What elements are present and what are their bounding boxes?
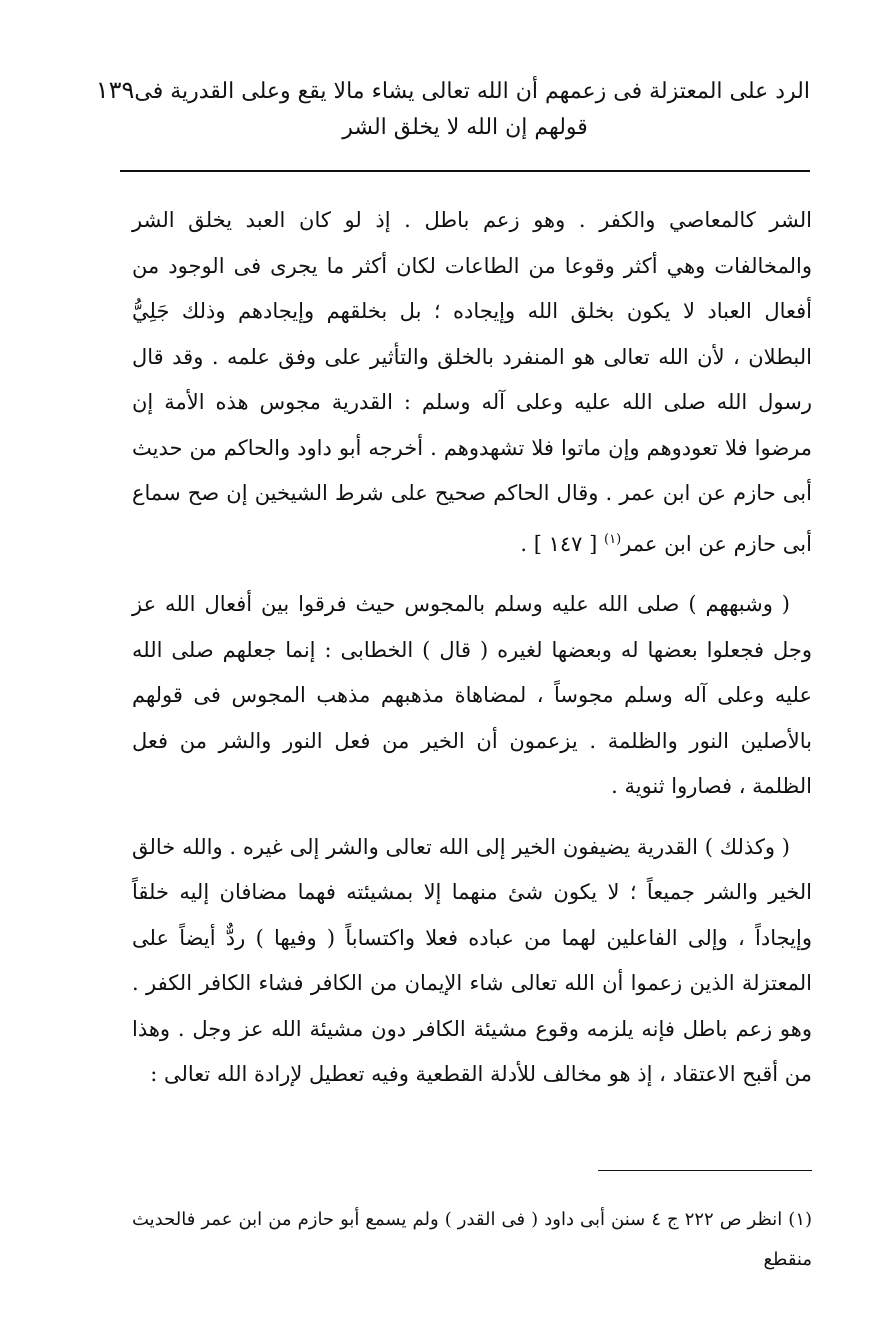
paragraph-1-text: الشر كالمعاصي والكفر . وهو زعم باطل . إذ لو كان العبد يخلق الشر والمخالفات وهي أكثر وقوعا من الطاعات لكان أكثر ما يجرى فى الوجود من أفعال العباد لا يكون بخلق الله وإيجاده ؛ بل بخلقهم وإيجادهم وذلك جَلِيُّ البطلان ، لأن الله تعالى هو المنفرد بالخلق والتأثير على وفق علمه . وقد قال رسول الله صلى الله عليه وعلى آله وسلم : القدرية مجوس هذه الأمة إن مرضوا فلا تعودوهم وإن ماتوا فلا تشهدوهم . أخرجه أبو داود والحاكم من حديث أبى حازم عن ابن عمر . وقال الحاكم صحيح على شرط الشيخين إن صح سماع أبى حازم عن ابن عمر bbox=[132, 208, 812, 556]
page-number: ١٣٩ bbox=[95, 76, 135, 104]
footnote: (١) انظر ص ٢٢٢ ج ٤ سنن أبى داود ( فى القدر ) ولم يسمع أبو حازم من ابن عمر فالحديث منقطع bbox=[132, 1209, 813, 1270]
paragraph-1 bbox=[132, 198, 812, 567]
paragraph-1-tail: [ ١٤٧ ] . bbox=[520, 531, 604, 556]
running-title-continuation: قولهم إن الله لا يخلق الشر bbox=[342, 115, 588, 140]
footnote-reference: (١) bbox=[604, 531, 622, 547]
paragraph-2 bbox=[132, 582, 812, 810]
footnote-rule bbox=[598, 1170, 812, 1171]
running-header-line bbox=[95, 74, 810, 108]
paragraph-3-text: ( وكذلك ) القدرية يضيفون الخير إلى الله تعالى والشر إلى غيره . والله خالق الخير والشر جميعاً ؛ لا يكون شئ منهما إلا بمشيئته فهما مضافان إليه خلقاً وإيجاداً ، وإلى الفاعلين لهما من عباده فعلا واكتساباً ( وفيها ) ردٌّ أيضاً على المعتزلة الذين زعموا أن الله تعالى شاء الإيمان من الكافر فشاء الكافر الكفر . وهو زعم باطل فإنه يلزمه وقوع مشيئة الكافر دون مشيئة الله عز وجل . وهذا من أقبح الاعتقاد ، إذ هو مخالف للأدلة القطعية وفيه تعطيل لإرادة الله تعالى : bbox=[132, 834, 812, 1086]
paragraph-2-text: ( وشبههم ) صلى الله عليه وسلم بالمجوس حيث فرقوا بين أفعال الله عز وجل فجعلوا بعضها له وبعضها لغيره ( قال ) الخطابى : إنما جعلهم صلى الله عليه وعلى آله وسلم مجوساً ، لمضاهاة مذهبهم مذهب المجوس فى قولهم بالأصلين النور والظلمة . يزعمون أن الخير من فعل النور والشر من فعل الظلمة ، فصاروا ثنوية . bbox=[132, 592, 812, 798]
paragraph-3 bbox=[132, 825, 812, 1098]
main-text bbox=[132, 198, 812, 1098]
running-header bbox=[95, 74, 810, 146]
running-title: الرد على المعتزلة فى زعمهم أن الله تعالى يشاء مالا يقع وعلى القدرية فى bbox=[134, 79, 810, 104]
header-rule bbox=[120, 170, 810, 172]
